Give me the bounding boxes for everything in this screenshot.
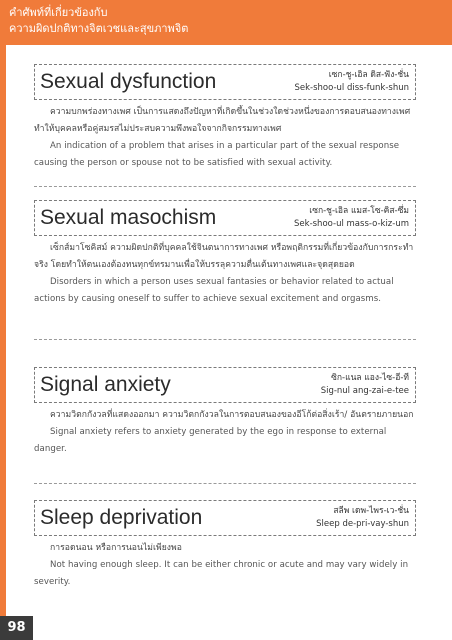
english-pronunciation: Sig-nul ang-zai-e-tee — [320, 386, 409, 396]
header-title-line-2: ความผิดปกติทางจิตเวชและสุขภาพจิต — [9, 22, 189, 35]
english-definition: Disorders in which a person uses sexual fantasies or behavior related to actual actions by causing oneself to suffer to achieve sexual excitement and orgasms. — [34, 277, 394, 304]
term-title: Sleep deprivation — [40, 506, 203, 529]
divider — [34, 186, 416, 187]
term-description — [34, 407, 416, 458]
term-description — [34, 240, 416, 308]
thai-definition: ความวิตกกังวลที่แสดงออกมา ความวิตกกังวลในการตอบสนองของอีโก้ต่อสิ่งเร้า/ อันตรายภายนอก — [50, 410, 414, 420]
term-title: Sexual masochism — [40, 206, 217, 229]
term-box — [34, 64, 416, 100]
divider — [34, 339, 416, 340]
thai-definition: การอดนอน หรือการนอนไม่เพียงพอ — [50, 543, 182, 553]
english-definition: Not having enough sleep. It can be either chronic or acute and may vary widely in severity. — [34, 560, 409, 587]
thai-pronunciation: เซก-ชู-เอิล ดิส-ฟัง-ชั่น — [328, 70, 409, 80]
english-pronunciation: Sek-shoo-ul diss-funk-shun — [294, 83, 409, 93]
divider — [34, 483, 416, 484]
thai-pronunciation: สลีพ เดพ-ไพร-เว-ชั่น — [333, 506, 409, 516]
header-title-line-1: คำศัพท์ที่เกี่ยวข้องกับ — [9, 6, 108, 19]
thai-pronunciation: เซก-ชู-เอิล แมส-โซ-คิส-ซึ่ม — [309, 206, 409, 216]
term-title: Sexual dysfunction — [40, 70, 217, 93]
term-box — [34, 367, 416, 403]
english-definition: An indication of a problem that arises in a particular part of the sexual response causing the person or spouse not to be satisfied with sexual activity. — [34, 141, 400, 168]
term-box — [34, 200, 416, 236]
thai-pronunciation: ซิก-แนล แอง-ไซ-อี-ที — [331, 373, 409, 383]
thai-definition: ความบกพร่องทางเพศ เป็นการแสดงถึงปัญหาที่เกิดขึ้นในช่วงใดช่วงหนึ่งของการตอบสนองทางเพศ ทำให้บุคคลหรือคู่สมรสไม่ประสบความพึงพอใจจากกิจกรรมทางเพศ — [34, 107, 411, 134]
page-number: 98 — [0, 616, 33, 640]
page-header — [0, 0, 452, 45]
english-pronunciation: Sek-shoo-ul mass-o-kiz-um — [294, 219, 409, 229]
term-description — [34, 540, 416, 591]
term-box — [34, 500, 416, 536]
english-pronunciation: Sleep de-pri-vay-shun — [316, 519, 409, 529]
thai-definition: เซ็กส์มาโซคิสม์ ความผิดปกติที่บุคคลใช้จินตนาการทางเพศ หรือพฤติกรรมที่เกี่ยวข้องกับการกระทำจริง โดยทำให้ตนเองต้องทนทุกข์ทรมานเพื่อให้บรรลุความตื่นเต้นทางเพศและจุดสุดยอด — [34, 243, 414, 270]
term-title: Signal anxiety — [40, 373, 171, 396]
english-definition: Signal anxiety refers to anxiety generated by the ego in response to external danger. — [34, 427, 387, 454]
term-description — [34, 104, 416, 172]
left-accent-bar — [0, 0, 6, 640]
